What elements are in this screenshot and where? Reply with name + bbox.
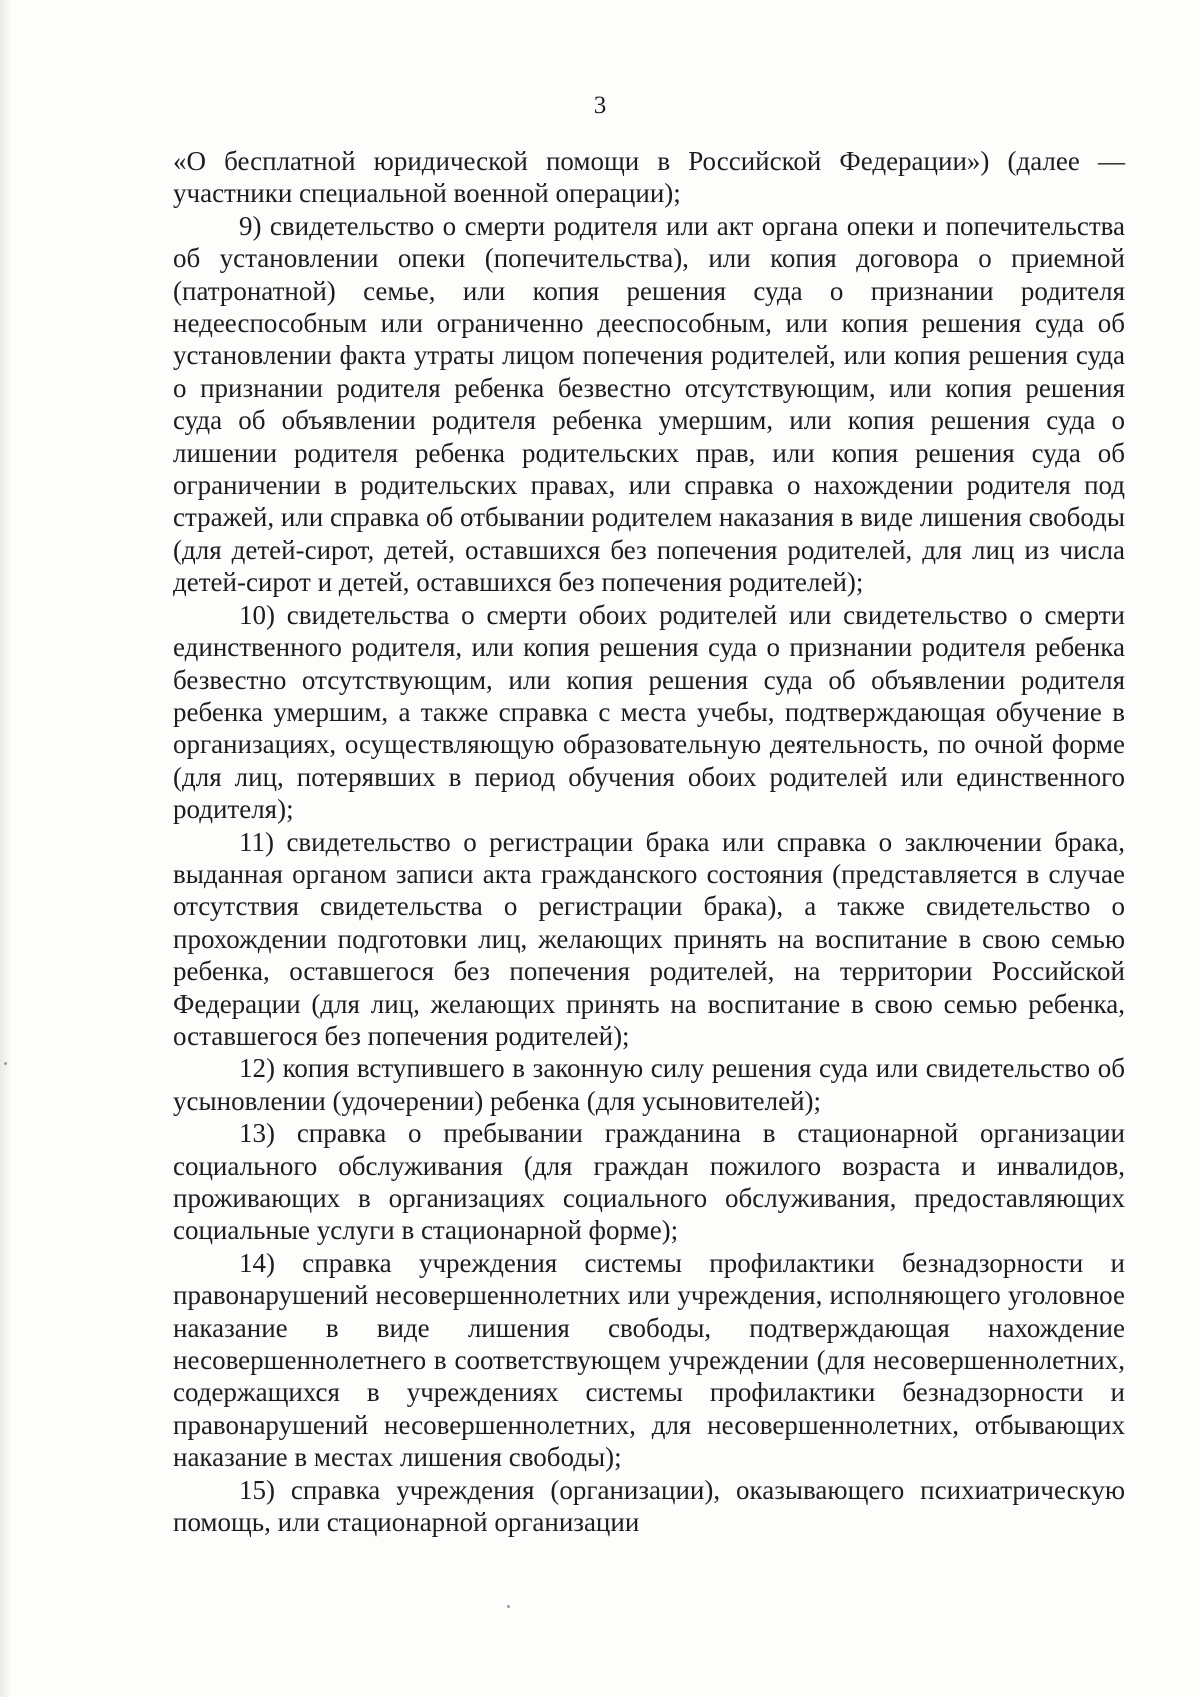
paragraph-item-15: 15) справка учреждения (организации), оказывающего психиатрическую помощь, или стационарной организации: [173, 1474, 1125, 1538]
paragraph-item-10: 10) свидетельства о смерти обоих родителей или свидетельство о смерти единственного родителя, или копия решения суда о признании родителя ребенка безвестно отсутствующим, или копия решения суда об объявлении родителя ребенка умершим, а также справка с места учебы, подтверждающая обучение в организациях, осуществляющую образовательную деятельность, по очной форме (для лиц, потерявших в период обучения обоих родителей или единственного родителя);: [173, 599, 1125, 825]
paragraph-item-13: 13) справка о пребывании гражданина в стационарной организации социального обслуживания (для граждан пожилого возраста и инвалидов, проживающих в организациях социального обслуживания, предоставляющих социальные услуги в стационарной форме);: [173, 1118, 1125, 1246]
document-body: [173, 145, 1125, 1538]
paragraph-item-11: 11) свидетельство о регистрации брака или справка о заключении брака, выданная органом записи акта гражданского состояния (представляется в случае отсутствия свидетельства о регистрации брака), а также свидетельство о прохождении подготовки лиц, желающих принять на воспитание в свою семью ребенка, оставшегося без попечения родителей, на территории Российской Федерации (для лиц, желающих принять на воспитание в свою семью ребенка, оставшегося без попечения родителей);: [173, 826, 1125, 1051]
scan-edge-shadow: [0, 0, 10, 1697]
scan-speck: [4, 1062, 7, 1065]
paragraph-item-9: 9) свидетельство о смерти родителя или акт органа опеки и попечительства об установлении опеки (попечительства), или копия договора о приемной (патронатной) семье, или копия решения суда о признании родителя недееспособным или ограниченно дееспособным, или копия решения суда об установлении факта утраты лицом попечения родителей, или копия решения суда о признании родителя ребенка безвестно отсутствующим, или копия решения суда об объявлении родителя ребенка умершим, или копия решения суда о лишении родителя ребенка родительских прав, или копия решения суда об ограничении в родительских правах, или справка о нахождении родителя под стражей, или справка об отбывании родителем наказания в виде лишения свободы (для детей-сирот, детей, оставшихся без попечения родителей, для лиц из числа детей-сирот и детей, оставшихся без попечения родителей);: [173, 210, 1125, 598]
paragraph-continuation: «О бесплатной юридической помощи в Российской Федерации») (далее — участники специальной военной операции);: [173, 146, 1125, 209]
scan-speck: [507, 1605, 510, 1608]
page-number: 3: [593, 92, 607, 119]
paragraph-item-12: 12) копия вступившего в законную силу решения суда или свидетельство об усыновлении (удочерении) ребенка (для усыновителей);: [173, 1053, 1125, 1116]
paragraph-item-14: 14) справка учреждения системы профилактики безнадзорности и правонарушений несовершеннолетних или учреждения, исполняющего уголовное наказание в виде лишения свободы, подтверждающая нахождение несовершеннолетнего в соответствующем учреждении (для несовершеннолетних, содержащихся в учреждениях системы профилактики безнадзорности и правонарушений несовершеннолетних, для несовершеннолетних, отбывающих наказание в местах лишения свободы);: [173, 1247, 1125, 1473]
